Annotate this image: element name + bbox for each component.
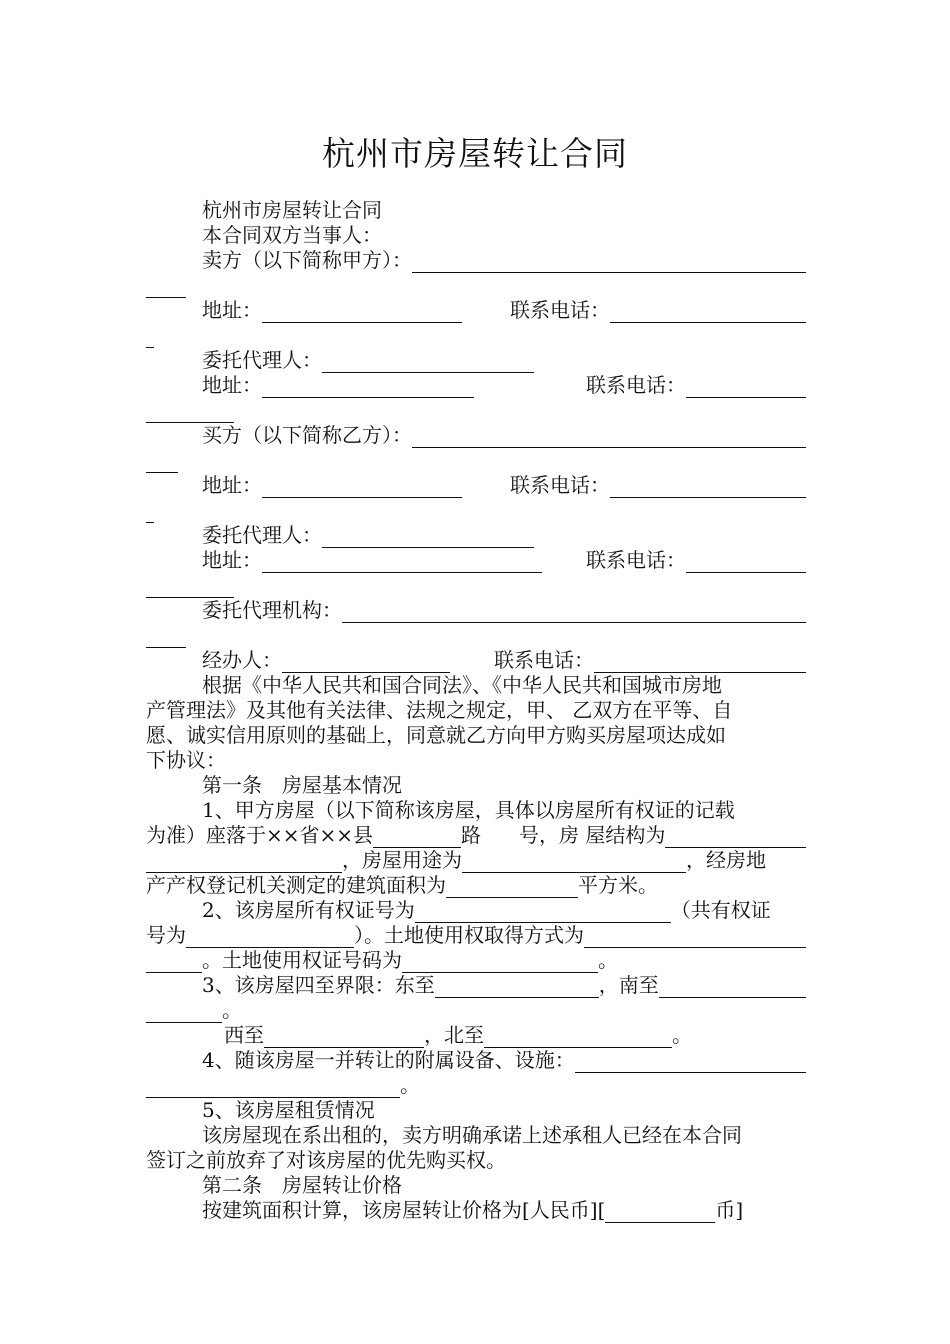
seller-agent-phone-overflow (146, 398, 806, 423)
south-blank-cont (146, 1002, 222, 1023)
seller-phone-overflow (146, 323, 806, 348)
handler-phone-blank (594, 652, 806, 673)
article1-p5-heading: 5、该房屋租赁情况 (202, 1098, 375, 1122)
seller-agent-row (202, 348, 806, 373)
parties-heading: 本合同双方当事人： (202, 223, 382, 247)
seller-name-blank-cont (146, 277, 186, 298)
seller-phone-label: 联系电话： (510, 298, 610, 322)
document-title: 杭州市房屋转让合同 (322, 134, 628, 173)
seller-agent-address-row (202, 373, 806, 398)
agency-blank (342, 602, 806, 623)
structure-blank (665, 827, 806, 848)
facilities-blank-cont (146, 1077, 400, 1098)
article1-p5-line-1: 该房屋现在系出租的，卖方明确承诺上述承租人已经在本合同 (202, 1123, 742, 1147)
article1-p5-line-2: 签订之前放弃了对该房屋的优先购买权。 (146, 1148, 506, 1172)
buyer-phone-overflow (146, 498, 806, 523)
land-acquisition-blank (584, 927, 806, 948)
buyer-overflow (146, 448, 806, 473)
seller-label: 卖方（以下简称甲方）： (202, 248, 412, 272)
handler-blank (282, 652, 450, 673)
buyer-agent-phone-overflow (146, 573, 806, 598)
north-blank (484, 1027, 672, 1048)
article1-p2-line-1: 2、该房屋所有权证号为 （共有权证 (202, 898, 771, 922)
price-currency-blank (605, 1202, 715, 1223)
west-blank (264, 1027, 424, 1048)
article2-p1-line-1: 按建筑面积计算，该房屋转让价格为[人民币][ 币] (202, 1198, 744, 1222)
handler-phone-label: 联系电话： (494, 648, 594, 672)
preamble-line-2: 产管理法》及其他有关法律、法规之规定，甲、 乙双方在平等、自 (146, 698, 733, 722)
seller-agent-phone-blank (686, 377, 806, 398)
buyer-name-blank (412, 427, 806, 448)
handler-row (202, 648, 806, 673)
article1-p3-line-2: 。 (146, 998, 806, 1023)
seller-overflow (146, 273, 806, 298)
article1-p3-line-3: 西至 ，北至 。 (224, 1023, 692, 1047)
buyer-address-blank (262, 477, 462, 498)
usage-blank (462, 852, 686, 873)
seller-agent-address-blank (262, 377, 474, 398)
buyer-agent-address-label: 地址： (202, 548, 262, 572)
certificate-blank (415, 902, 671, 923)
article1-p2-line-2: 号为 ）。土地使用权取得方式为 (146, 923, 806, 948)
preamble-line-3: 愿、诚实信用原则的基础上，同意就乙方向甲方购买房屋项达成如 (146, 723, 726, 747)
facilities-blank (575, 1052, 806, 1073)
land-certificate-blank (402, 952, 598, 973)
land-acquisition-blank-cont (146, 952, 202, 973)
buyer-phone-blank (610, 477, 806, 498)
seller-row (202, 248, 806, 273)
seller-agent-address-label: 地址： (202, 373, 262, 397)
structure-blank-cont (146, 852, 342, 873)
buyer-address-row (202, 473, 806, 498)
article1-p1-line-2: 为准）座落于××省××县 路 号，房 屋结构为 (146, 823, 806, 848)
buyer-agent-label: 委托代理人： (202, 523, 322, 547)
article1-p1-line-1: 1、甲方房屋（以下简称该房屋，具体以房屋所有权证的记载 (202, 798, 735, 822)
seller-phone-blank (610, 302, 806, 323)
article1-p2-line-3: 。土地使用权证号码为 。 (146, 948, 806, 973)
preamble-line-1: 根据《中华人民共和国合同法》、《中华人民共和国城市房地 (202, 673, 722, 697)
seller-address-blank (262, 302, 462, 323)
buyer-row (202, 423, 806, 448)
south-blank (659, 977, 806, 998)
buyer-phone-label: 联系电话： (510, 473, 610, 497)
co-certificate-blank (186, 927, 354, 948)
seller-address-label: 地址： (202, 298, 262, 322)
area-blank (446, 877, 578, 898)
buyer-agent-address-blank (262, 552, 542, 573)
east-blank (435, 977, 599, 998)
seller-agent-phone-label: 联系电话： (586, 373, 686, 397)
buyer-agent-row (202, 523, 806, 548)
seller-agent-blank (322, 352, 534, 373)
buyer-label: 买方（以下简称乙方）： (202, 423, 412, 447)
handler-label: 经办人： (202, 648, 282, 672)
agency-row (202, 598, 806, 623)
buyer-agent-address-row (202, 548, 806, 573)
subtitle: 杭州市房屋转让合同 (202, 198, 382, 222)
article1-p4-line-1: 4、随该房屋一并转让的附属设备、设施： (202, 1048, 806, 1073)
article2-heading: 第二条 房屋转让价格 (202, 1173, 402, 1197)
buyer-agent-phone-blank (686, 552, 806, 573)
article1-p1-line-3: ，房屋用途为 ，经房地 (146, 848, 806, 873)
agency-overflow (146, 623, 806, 648)
article1-p1-line-4: 产产权登记机关测定的建筑面积为 平方米。 (146, 873, 658, 897)
article1-p3-line-1: 3、该房屋四至界限：东至 ，南至 (202, 973, 806, 998)
seller-agent-label: 委托代理人： (202, 348, 322, 372)
road-blank (373, 827, 461, 848)
agency-label: 委托代理机构： (202, 598, 342, 622)
buyer-agent-phone-label: 联系电话： (586, 548, 686, 572)
article1-p4-line-2: 。 (146, 1073, 806, 1098)
buyer-address-label: 地址： (202, 473, 262, 497)
article1-heading: 第一条 房屋基本情况 (202, 773, 402, 797)
buyer-agent-blank (322, 527, 534, 548)
preamble-line-4: 下协议： (146, 748, 226, 772)
seller-name-blank (412, 252, 806, 273)
seller-address-row (202, 298, 806, 323)
